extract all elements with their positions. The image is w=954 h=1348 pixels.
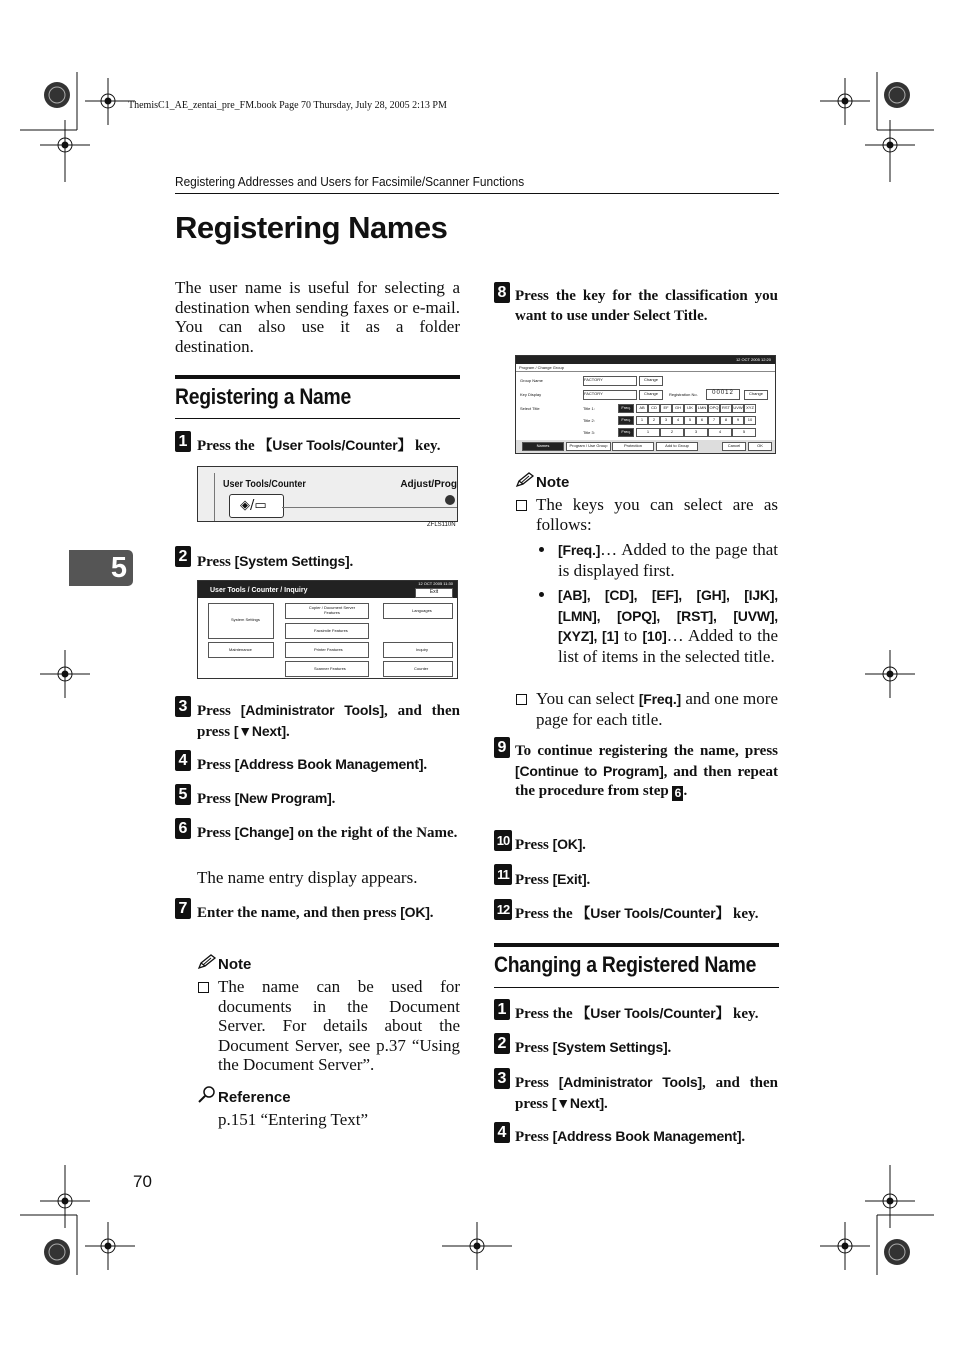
ok-button[interactable]: OK <box>748 442 772 451</box>
title-key[interactable]: 3 <box>660 416 672 425</box>
maintenance-button[interactable] <box>208 642 274 658</box>
key-label: [Exit] <box>552 871 587 887</box>
adjust-label: Adjust/Prog <box>400 479 457 490</box>
step-text <box>197 701 460 742</box>
step-number: 4 <box>175 750 191 771</box>
key-label: [OK] <box>552 836 583 852</box>
step-text <box>515 835 778 856</box>
change-button[interactable]: Change <box>744 390 768 400</box>
title-key[interactable]: 5 <box>684 416 696 425</box>
tab-program-use-group[interactable]: Program / Use Group <box>566 442 611 451</box>
text: . <box>285 723 290 740</box>
step-number: 3 <box>175 696 191 717</box>
screen-clock: 12 OCT 2005 12:20 <box>735 357 771 362</box>
screen-rule <box>516 371 775 372</box>
checkbox-icon <box>516 694 527 705</box>
text: , and then repeat the procedure from step <box>515 763 778 799</box>
header-rule <box>175 193 779 194</box>
step-ref-badge: 6 <box>672 786 683 801</box>
title-key[interactable]: 8 <box>720 416 732 425</box>
text: . <box>586 872 591 888</box>
page-number: 70 <box>133 1172 152 1191</box>
screen-title: User Tools / Counter / Inquiry <box>210 587 308 594</box>
registration-number: 00012 <box>706 389 740 400</box>
text: You can select <box>536 689 639 708</box>
screen-clock: 12 OCT 2005 11:30 <box>418 581 453 586</box>
key-label: [10] <box>642 628 667 645</box>
cancel-button[interactable]: Cancel <box>722 442 746 451</box>
text: , and then press <box>197 703 460 740</box>
pencil-icon <box>197 954 217 970</box>
text: . <box>349 554 354 570</box>
section1-rule-bottom <box>175 418 460 419</box>
user-tools-key[interactable] <box>229 494 284 518</box>
button-label: Inquiry <box>416 647 429 652</box>
step-text <box>515 1127 778 1148</box>
user-tools-label: User Tools/Counter <box>223 479 306 490</box>
step-text: Press the key for the classification you want to use under Select Title. <box>515 288 778 324</box>
step-number: 1 <box>494 999 510 1020</box>
section1-heading: Registering a Name <box>175 384 352 409</box>
section1-rule-top <box>175 375 460 379</box>
text: key. <box>729 1006 759 1022</box>
text: . <box>582 837 586 853</box>
note-item: The keys you can select are as follows: <box>536 495 778 534</box>
text: key. <box>411 438 441 454</box>
screen-titlebar <box>198 581 457 598</box>
key-label: [Address Book Management] <box>234 756 424 772</box>
step-text <box>197 823 460 844</box>
text: Press <box>197 825 235 841</box>
button-label: Copier / Document Server Features <box>308 605 356 615</box>
checkbox-icon <box>198 982 209 993</box>
title-key[interactable]: 3 <box>684 428 708 437</box>
title-key[interactable]: 7 <box>708 416 720 425</box>
row-label: Select Title <box>520 406 540 411</box>
change-button[interactable]: Change <box>639 390 663 400</box>
step-number: 10 <box>494 830 512 851</box>
reference-text: p.151 “Entering Text” <box>218 1110 369 1129</box>
reference-heading: Reference <box>218 1089 291 1106</box>
title-label: Title 1: <box>583 406 595 411</box>
key-label: [System Settings] <box>552 1039 668 1055</box>
print-header: ThemisC1_AE_zentai_pre_FM.book Page 70 Thursday, July 28, 2005 2:13 PM <box>128 100 447 111</box>
title-key[interactable]: 9 <box>732 416 744 425</box>
screen-title: Program / Change Group <box>519 365 564 370</box>
key-label: [▼Next] <box>233 722 286 739</box>
key-label: [OK] <box>400 904 430 920</box>
bullet-text <box>558 585 778 666</box>
magnifier-icon <box>197 1086 217 1104</box>
step-text <box>515 1004 778 1025</box>
step-number: 12 <box>494 899 512 920</box>
text: Press <box>515 872 553 888</box>
button-label: Languages <box>412 608 432 613</box>
program-group-screen <box>515 355 776 454</box>
inquiry-button[interactable] <box>383 642 453 658</box>
running-header: Registering Addresses and Users for Facsimile/Scanner Functions <box>175 175 525 189</box>
key-label: [Administrator Tools] <box>558 1074 702 1090</box>
text: Enter the name, and then press <box>197 905 401 921</box>
text: . <box>331 791 336 807</box>
freq-key[interactable]: Freq. <box>618 404 634 413</box>
button-label: Printer Features <box>314 647 343 652</box>
note-text: The name can be used for documents in the Document Server. For details about the Document Server, see p.37 “Using the Document Server”. <box>218 977 460 1075</box>
title-key[interactable]: 4 <box>708 428 732 437</box>
text: . <box>603 1095 608 1112</box>
user-tools-icon: ◈/▭ <box>240 498 267 513</box>
note-item <box>536 689 778 729</box>
system-settings-button[interactable] <box>208 603 274 639</box>
key-label: [Address Book Management] <box>552 1128 742 1144</box>
text: and one more page for each title. <box>536 689 778 729</box>
freq-key[interactable]: Freq. <box>618 416 634 425</box>
key-label: [Freq.] <box>558 542 601 558</box>
step-text <box>197 755 460 776</box>
text: To continue registering the name, press <box>515 743 778 759</box>
pencil-icon <box>515 472 535 488</box>
title-key[interactable]: XYZ <box>744 404 756 413</box>
text: Press <box>197 703 241 719</box>
step-text <box>197 789 460 810</box>
key-label: [New Program] <box>234 790 332 806</box>
step-number: 5 <box>175 784 191 805</box>
registration-label: Registration No. <box>669 392 698 397</box>
chapter-tab <box>69 550 133 586</box>
key-label: [AB], [CD], [EF], [GH], [IJK], [LMN], [OPQ], [RST], [UVW], [XYZ], [1] <box>558 587 778 645</box>
text: Press the <box>197 438 259 454</box>
text: key. <box>729 906 759 922</box>
screen-titlebar <box>516 356 775 364</box>
title-key[interactable]: CD <box>648 404 660 413</box>
text: Press the <box>515 1006 577 1022</box>
button-label: Counter <box>414 666 429 671</box>
button-label: Maintenance <box>229 647 252 652</box>
copier-features-button[interactable] <box>285 603 369 619</box>
text: . <box>683 783 688 799</box>
title-key[interactable]: EF <box>660 404 672 413</box>
bullet-text <box>558 540 778 580</box>
title-key[interactable]: RST <box>720 404 732 413</box>
text: … Added to the page that is displayed first. <box>558 540 778 580</box>
title-key[interactable]: 1 <box>636 416 648 425</box>
change-button[interactable]: Change <box>639 376 663 386</box>
exit-button[interactable]: Exit <box>415 588 453 598</box>
title-key[interactable]: UVW <box>732 404 744 413</box>
key-label: 【User Tools/Counter】 <box>576 1005 730 1021</box>
step-number: 9 <box>494 737 510 758</box>
user-tools-screen <box>197 580 458 679</box>
step-text <box>515 1038 778 1059</box>
title-key[interactable]: 5 <box>732 428 756 437</box>
section2-rule-bottom <box>494 987 779 988</box>
section2-rule-top <box>494 943 779 947</box>
text: Press <box>515 1040 553 1056</box>
text: Press <box>197 757 235 773</box>
checkbox-icon <box>516 500 527 511</box>
note-heading: Note <box>536 474 570 491</box>
chapter-number: 5 <box>110 552 127 584</box>
text: Press the <box>515 906 577 922</box>
key-label: [Administrator Tools] <box>240 702 384 718</box>
printer-features-button[interactable] <box>285 642 369 658</box>
step-subtext: The name entry display appears. <box>197 868 418 887</box>
languages-button[interactable] <box>383 603 453 619</box>
key-label: [Continue to Program] <box>515 762 664 779</box>
step-text <box>197 552 460 573</box>
title-key[interactable]: OPQ <box>708 404 720 413</box>
row-label: Key Display <box>520 392 542 397</box>
scanner-features-button[interactable] <box>285 661 369 677</box>
step-text <box>197 436 460 457</box>
step-number: 11 <box>494 864 512 885</box>
text: . <box>667 1040 672 1056</box>
step-text <box>515 870 778 891</box>
step-number: 4 <box>494 1122 510 1143</box>
key-label: [▼Next] <box>551 1094 604 1111</box>
step-number: 3 <box>494 1068 510 1089</box>
step-number: 2 <box>175 546 191 567</box>
text: Press <box>515 1129 553 1145</box>
title-key[interactable]: LMN <box>696 404 708 413</box>
control-panel-illustration <box>197 466 458 522</box>
bullet-icon <box>539 592 544 597</box>
title-key[interactable]: 2 <box>660 428 684 437</box>
title-key[interactable]: 4 <box>672 416 684 425</box>
tab-protection[interactable]: Protection <box>612 442 654 451</box>
title-key[interactable]: GH <box>672 404 684 413</box>
bullet-icon <box>539 547 544 552</box>
step-number: 8 <box>494 282 510 303</box>
tab-add-to-group[interactable]: Add to Group <box>656 442 698 451</box>
text: Press <box>197 554 235 570</box>
counter-button[interactable] <box>383 661 453 677</box>
key-label: [Freq.] <box>638 691 681 707</box>
step-text <box>515 742 778 802</box>
text: Press <box>515 1075 559 1091</box>
step-number: 1 <box>175 431 191 452</box>
text: , and then press <box>515 1075 778 1112</box>
title-key[interactable]: 6 <box>696 416 708 425</box>
text: . <box>429 905 434 921</box>
note-heading: Note <box>218 956 252 973</box>
text: . <box>423 757 428 773</box>
text: to <box>618 626 643 646</box>
step-text <box>515 1073 778 1114</box>
freq-key[interactable]: Freq. <box>618 428 634 437</box>
key-label: 【User Tools/Counter】 <box>258 437 412 453</box>
step-text <box>197 903 460 924</box>
button-label: Facsimile Features <box>314 628 348 633</box>
key-label: 【User Tools/Counter】 <box>576 905 730 921</box>
adjust-icon <box>445 495 455 505</box>
text: … Added to the list of items in the selected title. <box>558 626 778 666</box>
step-number: 2 <box>494 1033 510 1054</box>
key-label: [Change] <box>234 824 294 840</box>
key-label: [System Settings] <box>234 553 350 569</box>
text: on the right of the Name. <box>293 825 458 841</box>
title-key[interactable]: IJK <box>684 404 696 413</box>
row-label: Group Name <box>520 378 543 383</box>
panel-divider <box>214 473 215 521</box>
button-label: Scanner Features <box>314 666 346 671</box>
title-key[interactable]: AB <box>636 404 648 413</box>
intro-paragraph: The user name is useful for selecting a destination when sending faxes or e-mail. You can also use it as a folder destination. <box>175 278 460 356</box>
title-label: Title 2: <box>583 418 595 423</box>
title-key[interactable]: 10 <box>744 416 756 425</box>
group-name-field[interactable]: FACTORY <box>583 376 637 386</box>
text: Press <box>515 837 553 853</box>
tab-names[interactable]: Names <box>522 442 564 451</box>
title-key[interactable]: 1 <box>636 428 660 437</box>
page-title: Registering Names <box>175 210 448 245</box>
key-display-field[interactable]: FACTORY <box>583 390 637 400</box>
step-text <box>515 904 778 925</box>
text: Press <box>197 791 235 807</box>
title-key[interactable]: 2 <box>648 416 660 425</box>
step-number: 7 <box>175 898 191 919</box>
text: . <box>741 1129 746 1145</box>
panel-code: ZFLS110N <box>427 522 456 528</box>
title-label: Title 3: <box>583 430 595 435</box>
panel-line <box>282 507 457 508</box>
facsimile-features-button[interactable] <box>285 623 369 639</box>
section2-heading: Changing a Registered Name <box>494 952 757 977</box>
step-number: 6 <box>175 818 191 839</box>
button-label: System Settings <box>231 617 260 622</box>
